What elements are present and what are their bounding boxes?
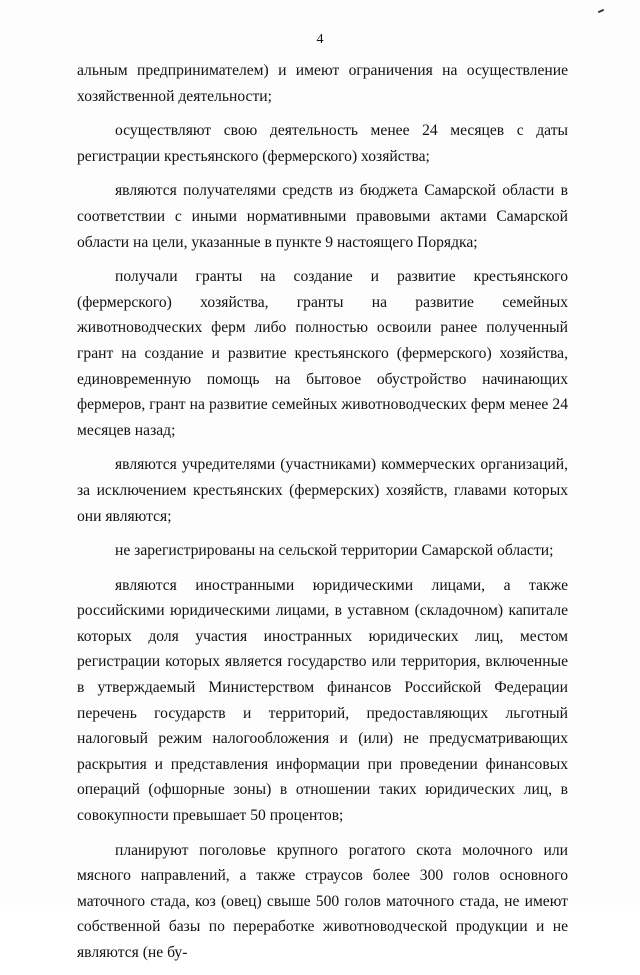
paragraph-4: получали гранты на создание и развитие крестьянского (фермерского) хозяйства, гранты на развитие семейных животноводческих ферм либо полностью освоили ранее полученный грант на создание и развитие крестьянского (фермерского) хозяйства, единовременную помощь на бытовое обустройство начинающих фермеров, грант на развитие семейных животноводческих ферм менее 24 месяцев назад;	[77, 268, 568, 439]
paragraph-6: не зарегистрированы на сельской территории Самарской области;	[115, 542, 554, 560]
document-body	[77, 58, 568, 975]
paragraph-2: осуществляют свою деятельность менее 24 месяцев с даты регистрации крестьянского (фермерского) хозяйства;	[77, 122, 568, 165]
page-number: 4	[316, 32, 324, 47]
paragraph-8: планируют поголовье крупного рогатого скота молочного или мясного направлений, а также страусов более 300 голов основного маточного стада, коз (овец) свыше 500 голов маточного стада, не имеют собственной базы по переработке животноводческой продукции и не являются (не бу-	[77, 841, 568, 961]
paragraph-3: являются получателями средств из бюджета Самарской области в соответствии с иными нормативными правовыми актами Самарской области на цели, указанные в пункте 9 настоящего Порядка;	[77, 182, 568, 251]
paragraph-7: являются иностранными юридическими лицами, а также российскими юридическими лицами, в уставном (складочном) капитале которых доля участия иностранных юридических лиц, местом регистрации которых является государство или территория, включенные в утверждаемый Министерством финансов Российской Федерации перечень государств и территорий, предоставляющих льготный налоговый режим налогообложения и (или) не предусматривающих раскрытия и представления информации при проведении финансовых операций (офшорные зоны) в отношении таких юридических лиц, в совокупности превышает 50 процентов;	[77, 576, 568, 825]
paragraph-5: являются учредителями (участниками) коммерческих организаций, за исключением крестьянских (фермерских) хозяйств, главами которых они являются;	[77, 456, 568, 525]
paragraph-1: альным предпринимателем) и имеют ограничения на осуществление хозяйственной деятельности;	[77, 62, 568, 105]
scan-mark	[598, 9, 604, 13]
